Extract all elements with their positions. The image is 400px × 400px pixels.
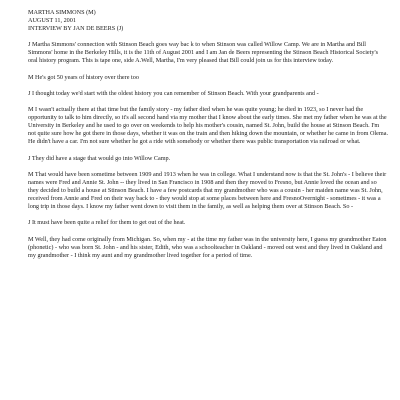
header-spacer bbox=[28, 33, 388, 41]
paragraph: J I thought today we'd start with the oldest history you can remember of Stinson Beach. With your grandparents and - bbox=[28, 89, 319, 97]
interviewer-line: INTERVIEW BY JAN DE BEERS (J) bbox=[28, 25, 124, 33]
interviewee-name: MARTHA SIMMONS (M) bbox=[28, 9, 96, 16]
paragraph: M Well, they had come originally from Michigan. So, when my - at the time my father was in the university here, I guess my grandmother Eaton (phonetic) - who was born St. John - and his sister, Edith, who was a schoolteacher in Oakland - moved out west and they lived in Oakland and my grandmother - I think my aunt and my grandmother lived together for a period of time. bbox=[28, 235, 387, 259]
transcript-body bbox=[28, 41, 388, 260]
paragraph: J It must have been quite a relief for them to get out of the heat. bbox=[28, 219, 186, 227]
paragraph: J They did have a stage that would go into Willow Camp. bbox=[28, 154, 171, 162]
paragraph: M I wasn't actually there at that time but the family story - my father died when he was quite young; he died in 1923, so I never had the opportunity to talk to him directly, so it's all second hand via my mother that I know about the early times. She met my father when he was at the University in Berkeley and he used to go over on weekends to help his mother's cousin, named St. John, build the house at Stinson Beach. I'm not quite sure how he got there in those days, whether it was on the train and then hiking down the mountain, or whether he came in from Olema. He didn't have a car. I'm not sure whether he got a ride with somebody or whether there was public transportation via railroad or what. bbox=[28, 106, 388, 146]
paragraph: M He's got 50 years of history over there too bbox=[28, 73, 139, 81]
paragraph: J Martha Simmons' connection with Stinson Beach goes way bac k to when Stinson was called Willow Camp. We are in Martha and Bill Simmons' home in the Berkeley Hills, it is the 11th of August 2001 and I am Jan de Beers representing the Stinson Beach Historical Society's oral history program. This is tape one, side A.Well, Martha, I'm very pleased that Bill could join us for this interview today. bbox=[28, 41, 378, 65]
paragraph: M That would have been sometime between 1909 and 1913 when he was in college. What I understand now is that the St. John's - I believe their names were Fred and Annie St. John -- they lived in San Francisco in 1908 and then they moved to Fresno, but Annie loved the ocean and so they decided to build a house at Stinson Beach. I have a few postcards that my grandmother who was a cousin - her maiden name was St. John, received from Annie and Fred on their way back to - they would stop at some places between here and FresnoOvernight - sometimes - it was a long trip in those days. I know my father went down to visit them in the family, as well as helping them over at Stinson Beach. So - bbox=[28, 170, 387, 211]
transcript-header bbox=[28, 9, 388, 33]
interview-date: AUGUST 11, 2001 bbox=[28, 17, 76, 25]
